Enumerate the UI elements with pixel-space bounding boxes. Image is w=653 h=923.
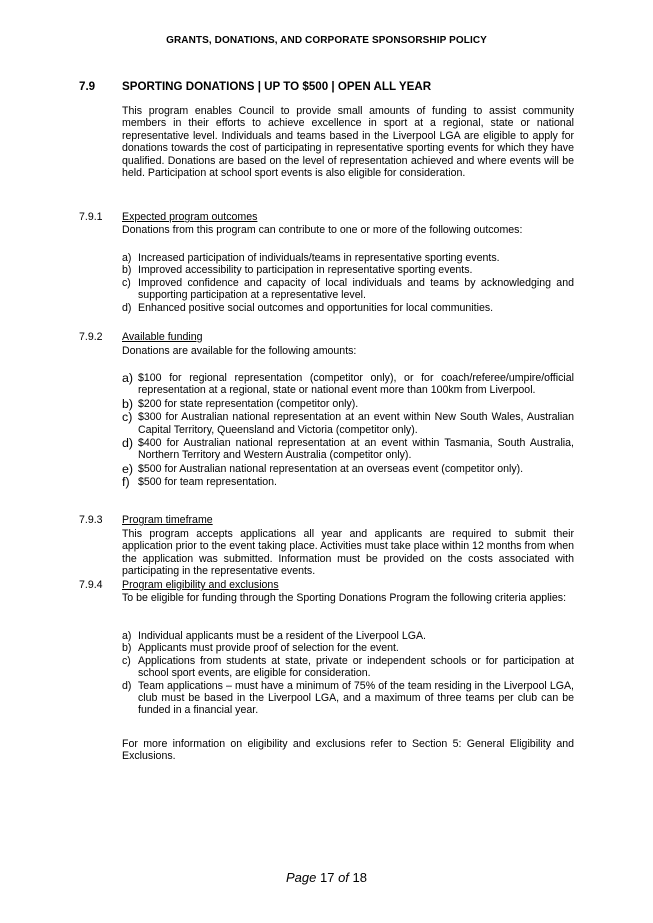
funding-intro: Donations are available for the following amounts:: [122, 345, 357, 357]
page-footer: [0, 870, 653, 885]
list-item: c) Improved confidence and capacity of local individuals and teams by acknowledging and supporting participation at a representative level.: [122, 276, 574, 302]
page-word: Page: [285, 870, 317, 885]
list-item: c) $300 for Australian national representation at an event within New South Wales, Australian Capital Territory, Queensland and Victoria (competitor only).: [122, 410, 574, 436]
subsection-heading-funding: Available funding: [122, 331, 203, 343]
list-item: d) $400 for Australian national representation at an event within Tasmania, South Australia, Northern Territory and Western Australia (competitor only).: [122, 436, 574, 462]
list-item: e) $500 for Australian national representation at an overseas event (competitor only).: [122, 461, 524, 476]
list-item: f) $500 for team representation.: [122, 475, 277, 490]
running-header: GRANTS, DONATIONS, AND CORPORATE SPONSORSHIP POLICY: [166, 35, 487, 46]
eligibility-list: [122, 630, 574, 717]
subsection-heading-eligibility: Program eligibility and exclusions: [122, 579, 279, 591]
subsection-number-7-9-3: 7.9.3: [79, 514, 103, 526]
subsection-number-7-9-1: 7.9.1: [79, 211, 103, 223]
subsection-number-7-9-4: 7.9.4: [79, 579, 103, 591]
outcomes-list: [122, 252, 574, 314]
of-word: of: [338, 870, 349, 885]
list-item: b) Applicants must provide proof of selection for the event.: [122, 642, 399, 655]
page-total: 18: [352, 870, 368, 885]
list-item: c) Applications from students at state, private or independent schools or for participation at school sport events, are eligible for consideration.: [122, 654, 574, 680]
section-title: SPORTING DONATIONS | UP TO $500 | OPEN ALL YEAR: [122, 80, 432, 93]
list-item: b) $200 for state representation (competitor only).: [122, 396, 359, 411]
list-item: d) Enhanced positive social outcomes and opportunities for local communities.: [122, 301, 494, 314]
timeframe-text: This program accepts applications all year and applicants are required to submit their application prior to the event taking place. Activities must take place within 12 months from when the application was submitted. Information must be provided on the costs associated with participating in the representative events.: [122, 528, 574, 578]
page-number: 17: [319, 870, 335, 885]
eligibility-intro: To be eligible for funding through the Sporting Donations Program the following criteria applies:: [122, 592, 567, 604]
list-item: a) Increased participation of individuals/teams in representative sporting events.: [122, 252, 500, 264]
outcomes-intro: Donations from this program can contribute to one or more of the following outcomes:: [122, 224, 523, 236]
list-item: a) Individual applicants must be a resident of the Liverpool LGA.: [122, 630, 426, 642]
list-item: b) Improved accessibility to participation in representative sporting events.: [122, 264, 473, 277]
section-intro: This program enables Council to provide small amounts of funding to assist community members in their efforts to achieve excellence in sport at a regional, state or national representative level. Individuals and teams based in the Liverpool LGA are eligible to apply for donations towards the cost of participating in representative sporting events for which they have qualified. Donations are based on the level of representation achieved and where events will be held. Participation at school sport events is also eligible for consideration.: [122, 105, 574, 180]
subsection-heading-outcomes: Expected program outcomes: [122, 211, 258, 223]
subsection-heading-timeframe: Program timeframe: [122, 514, 213, 526]
subsection-number-7-9-2: 7.9.2: [79, 331, 103, 343]
eligibility-closing: For more information on eligibility and exclusions refer to Section 5: General Eligibility and Exclusions.: [122, 738, 574, 763]
section-number: 7.9: [79, 80, 96, 93]
list-item: a) $100 for regional representation (competitor only), or for coach/referee/umpire/official representation at a regional, state or national event more than 100km from Liverpool.: [122, 371, 574, 397]
list-item: d) Team applications – must have a minimum of 75% of the team residing in the Liverpool LGA, club must be based in the Liverpool LGA, and a maximum of three teams per club can be funded in a financial year.: [122, 679, 574, 717]
funding-list: [122, 372, 574, 490]
